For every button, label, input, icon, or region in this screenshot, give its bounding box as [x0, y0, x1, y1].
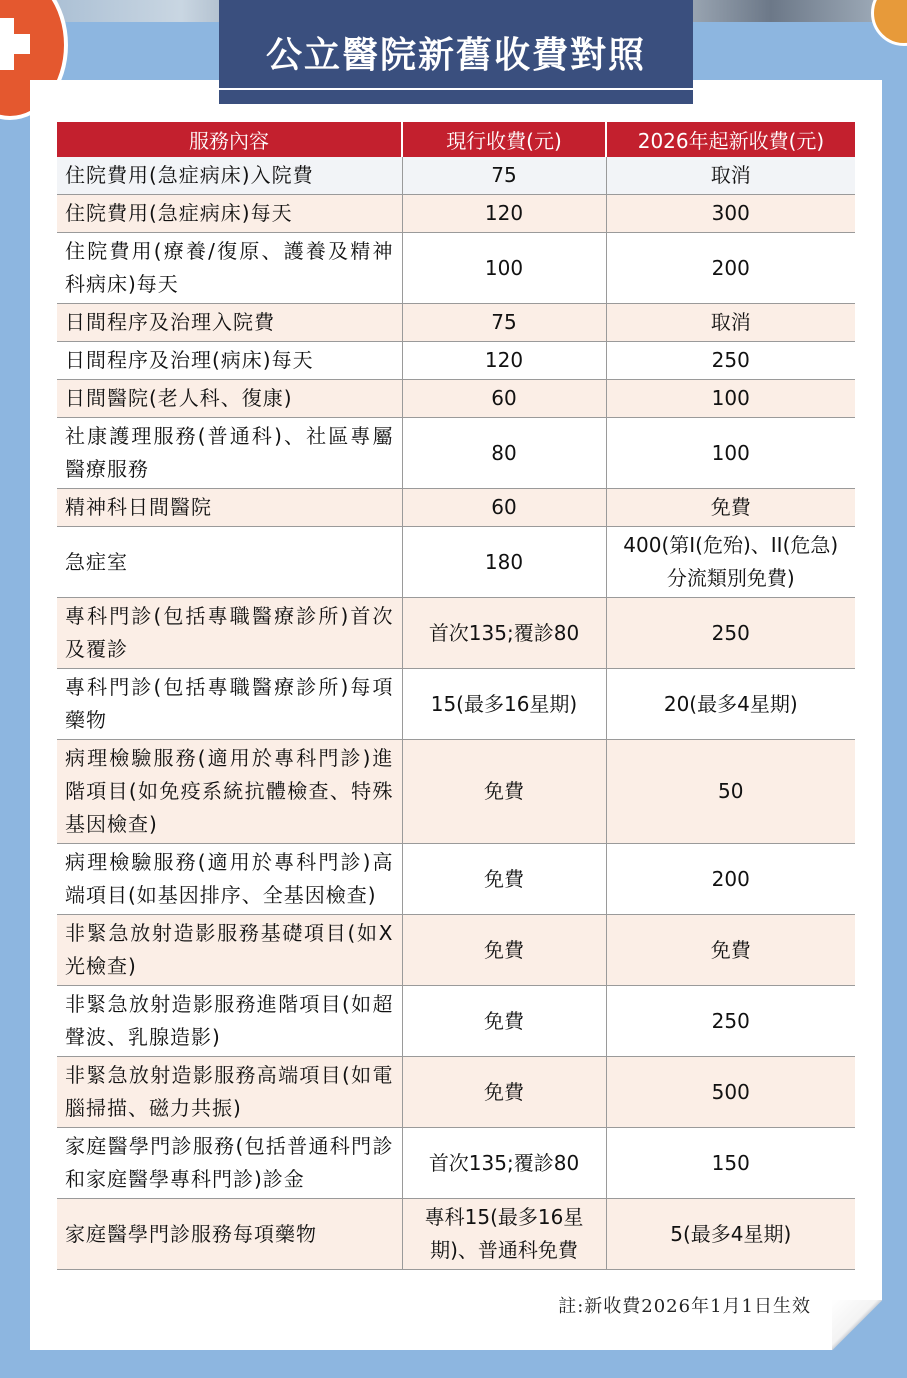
service-cell: 日間程序及治理入院費: [57, 304, 402, 342]
new-fee-cell: 取消: [606, 304, 855, 342]
new-fee-cell: 400(第I(危殆)、II(危急)分流類別免費): [606, 527, 855, 598]
current-fee-cell: 15(最多16星期): [402, 669, 606, 740]
table-row: [57, 342, 855, 380]
current-fee-cell: 免費: [402, 740, 606, 844]
service-cell: 家庭醫學門診服務每項藥物: [57, 1199, 402, 1270]
table-row: [57, 527, 855, 598]
page-curl: [832, 1300, 882, 1350]
service-cell: 家庭醫學門診服務(包括普通科門診和家庭醫學專科門診)診金: [57, 1128, 402, 1199]
service-cell: 住院費用(急症病床)每天: [57, 195, 402, 233]
table-row: [57, 380, 855, 418]
footnote: 註:新收費2026年1月1日生效: [558, 1296, 811, 1317]
title-banner: [219, 0, 693, 104]
table-header-row: [57, 122, 855, 157]
page-title: 公立醫院新舊收費對照: [265, 34, 646, 76]
new-fee-cell: 50: [606, 740, 855, 844]
table-row: [57, 304, 855, 342]
current-fee-cell: 免費: [402, 1057, 606, 1128]
new-fee-cell: 100: [606, 418, 855, 489]
new-fee-cell: 20(最多4星期): [606, 669, 855, 740]
table-row: [57, 1057, 855, 1128]
current-fee-cell: 60: [402, 380, 606, 418]
table-row: [57, 669, 855, 740]
decorative-corner-badge: [871, 0, 907, 46]
service-cell: 住院費用(療養/復原、護養及精神科病床)每天: [57, 233, 402, 304]
fee-comparison-table: [57, 122, 855, 1270]
header-service: 服務內容: [57, 122, 402, 157]
service-cell: 非緊急放射造影服務基礎項目(如X光檢查): [57, 915, 402, 986]
service-cell: 非緊急放射造影服務高端項目(如電腦掃描、磁力共振): [57, 1057, 402, 1128]
current-fee-cell: 免費: [402, 986, 606, 1057]
service-cell: 日間醫院(老人科、復康): [57, 380, 402, 418]
new-fee-cell: 取消: [606, 157, 855, 195]
table-row: [57, 986, 855, 1057]
table-row: [57, 233, 855, 304]
table-row: [57, 195, 855, 233]
table-row: [57, 489, 855, 527]
table-row: [57, 915, 855, 986]
table-row: [57, 598, 855, 669]
service-cell: 精神科日間醫院: [57, 489, 402, 527]
current-fee-cell: 60: [402, 489, 606, 527]
service-cell: 專科門診(包括專職醫療診所)首次及覆診: [57, 598, 402, 669]
current-fee-cell: 免費: [402, 844, 606, 915]
current-fee-cell: 首次135;覆診80: [402, 1128, 606, 1199]
current-fee-cell: 免費: [402, 915, 606, 986]
service-cell: 病理檢驗服務(適用於專科門診)進階項目(如免疫系統抗體檢查、特殊基因檢查): [57, 740, 402, 844]
current-fee-cell: 120: [402, 195, 606, 233]
title-underline: [219, 88, 693, 90]
new-fee-cell: 150: [606, 1128, 855, 1199]
new-fee-cell: 免費: [606, 915, 855, 986]
service-cell: 專科門診(包括專職醫療診所)每項藥物: [57, 669, 402, 740]
service-cell: 日間程序及治理(病床)每天: [57, 342, 402, 380]
new-fee-cell: 200: [606, 844, 855, 915]
current-fee-cell: 180: [402, 527, 606, 598]
header-current-fee: 現行收費(元): [402, 122, 606, 157]
table-row: [57, 418, 855, 489]
service-cell: 非緊急放射造影服務進階項目(如超聲波、乳腺造影): [57, 986, 402, 1057]
new-fee-cell: 250: [606, 986, 855, 1057]
current-fee-cell: 75: [402, 304, 606, 342]
current-fee-cell: 專科15(最多16星期)、普通科免費: [402, 1199, 606, 1270]
table-row: [57, 740, 855, 844]
header-new-fee: 2026年起新收費(元): [606, 122, 855, 157]
new-fee-cell: 250: [606, 342, 855, 380]
table-row: [57, 1128, 855, 1199]
table-row: [57, 844, 855, 915]
table-row: [57, 157, 855, 195]
new-fee-cell: 200: [606, 233, 855, 304]
new-fee-cell: 100: [606, 380, 855, 418]
service-cell: 社康護理服務(普通科)、社區專屬醫療服務: [57, 418, 402, 489]
current-fee-cell: 首次135;覆診80: [402, 598, 606, 669]
current-fee-cell: 120: [402, 342, 606, 380]
table-row: [57, 1199, 855, 1270]
current-fee-cell: 75: [402, 157, 606, 195]
new-fee-cell: 300: [606, 195, 855, 233]
service-cell: 住院費用(急症病床)入院費: [57, 157, 402, 195]
new-fee-cell: 免費: [606, 489, 855, 527]
new-fee-cell: 250: [606, 598, 855, 669]
new-fee-cell: 5(最多4星期): [606, 1199, 855, 1270]
service-cell: 急症室: [57, 527, 402, 598]
current-fee-cell: 80: [402, 418, 606, 489]
current-fee-cell: 100: [402, 233, 606, 304]
service-cell: 病理檢驗服務(適用於專科門診)高端項目(如基因排序、全基因檢查): [57, 844, 402, 915]
new-fee-cell: 500: [606, 1057, 855, 1128]
